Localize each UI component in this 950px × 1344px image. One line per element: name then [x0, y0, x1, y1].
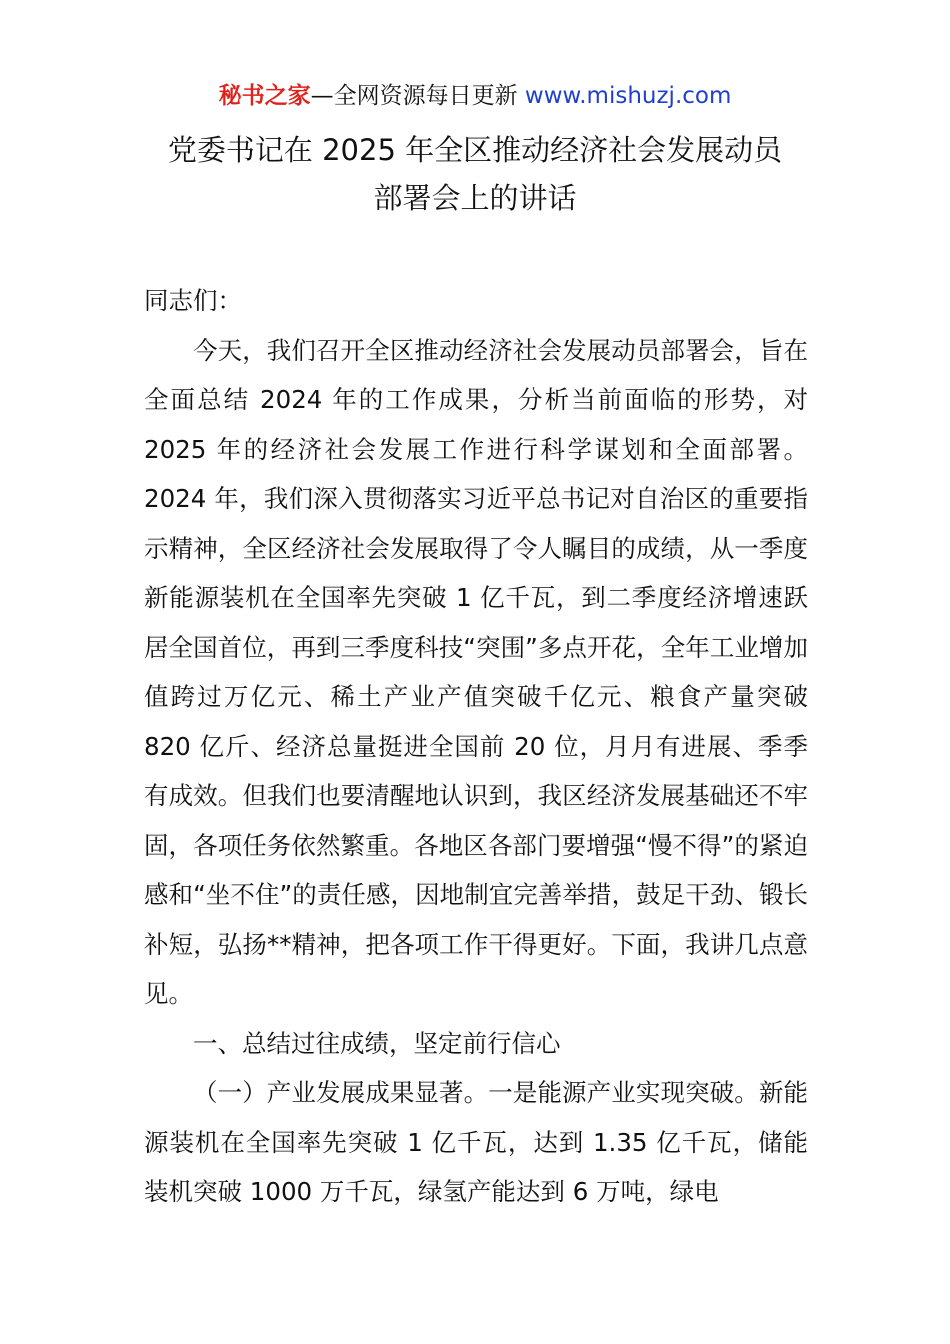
document-title-line-2: 部署会上的讲话 [373, 181, 577, 215]
salutation: 同志们： [144, 286, 242, 315]
document-title [100, 126, 850, 222]
site-brand: 秘书之家 [218, 83, 311, 109]
document-title-line-1: 党委书记在 2025 年全区推动经济社会发展动员 [167, 133, 783, 167]
site-tagline: —全网资源每日更新 [310, 83, 525, 109]
site-url-link[interactable]: www.mishuzj.com [524, 83, 732, 109]
document-body [144, 276, 808, 1217]
site-header [0, 80, 950, 112]
paragraph-section-1-1: （一）产业发展成果显著。一是能源产业实现突破。新能源装机在全国率先突破 1 亿千瓦，达到 1.35 亿千瓦，储能装机突破 1000 万千瓦，绿氢产能达到 6 万吨，绿电 [144, 1078, 808, 1206]
paragraph-intro: 今天，我们召开全区推动经济社会发展动员部署会，旨在全面总结 2024 年的工作成果，分析当前面临的形势，对 2025 年的经济社会发展工作进行科学谋划和全面部署。2024 年，我们深入贯彻落实习近平总书记对自治区的重要指示精神，全区经济社会发展取得了令人瞩目的成绩，从一季度新能源装机在全国率先突破 1 亿千瓦，到二季度经济增速跃居全国首位，再到三季度科技“突围”多点开花，全年工业增加值跨过万亿元、稀土产业产值突破千亿元、粮食产量突破 820 亿斤、经济总量挺进全国前 20 位，月月有进展、季季有成效。但我们也要清醒地认识到，我区经济发展基础还不牢固，各项任务依然繁重。各地区各部门要增强“慢不得”的紧迫感和“坐不住”的责任感，因地制宜完善举措，鼓足干劲、锻长补短，弘扬**精神，把各项工作干得更好。下面，我讲几点意见。 [144, 335, 808, 1008]
section-heading-1: 一、总结过往成绩，坚定前行信心 [193, 1028, 561, 1058]
